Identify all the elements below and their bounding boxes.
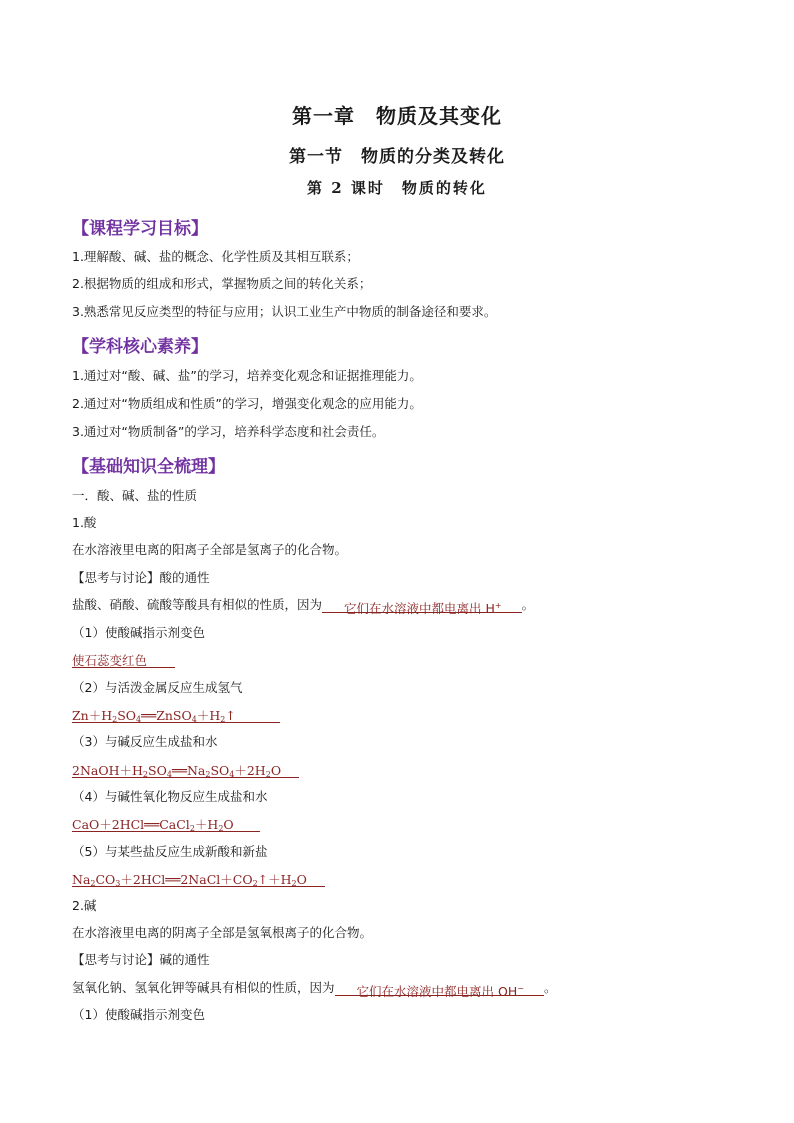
literacy-item: 1.通过对“酸、碱、盐”的学习，培养变化观念和证据推理能力。 [72, 368, 422, 383]
acid-label: 1.酸 [72, 515, 97, 530]
acid-prop-1: （1）使酸碱指示剂变色 [72, 625, 205, 640]
answer-text: 使石蕊变红色 [72, 653, 148, 668]
base-reason-prefix: 氢氧化钠、氢氧化钾等碱具有相似的性质，因为 [72, 980, 335, 995]
base-reason-sup: − [517, 984, 524, 993]
base-discussion: 【思考与讨论】碱的通性 [72, 952, 210, 967]
acid-prop-4: （4）与碱性氧化物反应生成盐和水 [72, 789, 268, 804]
base-reason-answer-blank [335, 981, 544, 999]
base-label: 2.碱 [72, 898, 97, 913]
acid-answer-1 [72, 652, 175, 668]
acid-prop-5: （5）与某些盐反应生成新酸和新盐 [72, 844, 268, 859]
answer-blank: $CaO+2HCl══CaCl_2+H_2O$ [72, 817, 260, 832]
literacy-item: 2.通过对“物质组成和性质”的学习，增强变化观念的应用能力。 [72, 396, 422, 411]
literacy-heading: 【学科核心素养】 [72, 337, 208, 357]
part-heading: 一．酸、碱、盐的性质 [72, 488, 198, 503]
acid-reason-suffix: 。 [521, 597, 535, 612]
base-reason [72, 980, 557, 999]
answer-blank [72, 653, 175, 668]
chapter-title: 第一章 物质及其变化 [292, 104, 502, 128]
acid-reason-answer: 它们在水溶液中都电离出 H [344, 601, 495, 616]
acid-prop-3: （3）与碱反应生成盐和水 [72, 734, 218, 749]
base-reason-answer: 它们在水溶液中都电离出 OH [356, 984, 518, 999]
acid-reason-prefix: 盐酸、硝酸、硫酸等酸具有相似的性质，因为 [72, 597, 323, 612]
section-title: 第一节 物质的分类及转化 [289, 147, 505, 167]
acid-reason-sup: + [494, 601, 502, 610]
objective-item: 3.熟悉常见反应类型的特征与应用；认识工业生产中物质的制备途径和要求。 [72, 304, 497, 319]
base-reason-suffix: 。 [543, 980, 557, 995]
acid-prop-2: （2）与活泼金属反应生成氢气 [72, 680, 243, 695]
objective-item: 2.根据物质的组成和形式，掌握物质之间的转化关系； [72, 276, 372, 291]
equation-zn [72, 707, 280, 723]
base-definition: 在水溶液里电离的阴离子全部是氢氧根离子的化合物。 [72, 925, 373, 940]
acid-reason [72, 597, 535, 616]
equation-na2co3 [72, 871, 325, 887]
base-prop-1: （1）使酸碱指示剂变色 [72, 1007, 205, 1022]
equation-naoh [72, 762, 299, 778]
acid-reason-answer-blank [322, 598, 522, 616]
answer-blank: $Zn+H_2SO_4══ZnSO_4+H_2↑$ [72, 708, 280, 723]
basics-heading: 【基础知识全梳理】 [72, 457, 225, 477]
acid-definition: 在水溶液里电离的阳离子全部是氢离子的化合物。 [72, 542, 348, 557]
answer-blank: $2NaOH+H_2SO_4══Na_2SO_4+2H_2O$ [72, 763, 299, 778]
acid-discussion: 【思考与讨论】酸的通性 [72, 570, 210, 585]
equation-cao [72, 816, 260, 832]
answer-blank: $Na_2CO_3+2HCl══2NaCl+CO_2↑+H_2O$ [72, 872, 325, 887]
objectives-heading: 【课程学习目标】 [72, 219, 208, 239]
literacy-item: 3.通过对“物质制备”的学习，培养科学态度和社会责任。 [72, 424, 385, 439]
objective-item: 1.理解酸、碱、盐的概念、化学性质及其相互联系； [72, 249, 359, 264]
lesson-title: 第 2 课时 物质的转化 [307, 179, 487, 197]
